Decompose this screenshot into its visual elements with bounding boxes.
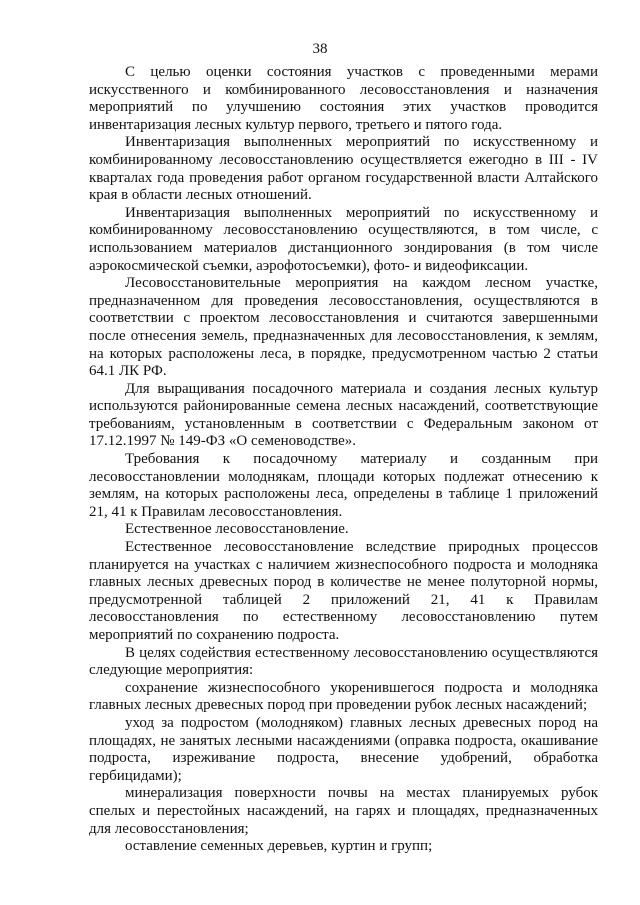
paragraph-reforestation-measures: Лесовосстановительные мероприятия на каждом лесном участке, предназначенном для проведения лесовосстановления, осуществляются в соответствии с проектом лесовосстановления и считаются завершенными после отнесения земель, предназначенных для лесовосстановления, к землям, на которых расположены леса, в порядке, предусмотренном частью 2 статьи 64.1 ЛК РФ. xyxy=(89,275,598,380)
paragraph-assistance-measures-intro: В целях содействия естественному лесовосстановлению осуществляются следующие мероприятия: xyxy=(89,644,598,679)
paragraph-planting-requirements: Требования к посадочному материалу и созданным при лесовосстановлении молоднякам, площади которых подлежат отнесению к землям, на которых расположены леса, определены в таблице 1 приложений 21, 41 к Правилам лесовосстановления. xyxy=(89,451,598,520)
document-body xyxy=(89,64,598,856)
paragraph-inventory-schedule: Инвентаризация выполненных мероприятий по искусственному и комбинированному лесовосстановлению осуществляется ежегодно в III - IV кварталах года проведения работ органом государственной власти Алтайского края в области лесных отношений. xyxy=(89,134,598,204)
paragraph-inventory-remote-sensing: Инвентаризация выполненных мероприятий по искусственному и комбинированному лесовосстановлению осуществляются, в том числе, с использованием материалов дистанционного зондирования (в том числе аэрокосмической съемки, аэрофотосъемки), фото- и видеофиксации. xyxy=(89,204,598,274)
section-heading-natural-reforestation: Естественное лесовосстановление. xyxy=(125,521,349,538)
list-item-undergrowth-preservation: сохранение жизнеспособного укоренившегося подроста и молодняка главных лесных древесных пород при проведении рубок лесных насаждений; xyxy=(89,679,598,714)
paragraph-natural-reforestation: Естественное лесовосстановление вследствие природных процессов планируется на участках с наличием жизнеспособного подроста и молодняка главных лесных древесных пород в количестве не менее полуторной нормы, предусмотренной таблицей 2 приложений 21, 41 к Правилам лесовосстановления по естественному лесовосстановлению путем мероприятий по сохранению подроста. xyxy=(89,539,598,643)
paragraph-seed-material: Для выращивания посадочного материала и создания лесных культур используются районированные семена лесных насаждений, соответствующие требованиям, установленным в соответствии с Федеральным законом от 17.12.1997 № 149-ФЗ «О семеноводстве». xyxy=(89,380,598,450)
list-item-seed-trees: оставление семенных деревьев, куртин и групп; xyxy=(125,838,433,855)
page-number: 38 xyxy=(312,41,328,57)
list-item-undergrowth-care: уход за подростом (молодняком) главных лесных древесных пород на площадях, не занятых лесными насаждениями (оправка подроста, окашивание подроста, изреживание подроста, внесение удобрений, обработка гербицидами); xyxy=(89,714,598,784)
list-item-soil-mineralization: минерализация поверхности почвы на местах планируемых рубок спелых и перестойных насаждений, на гарях и площадях, предназначенных для лесовосстановления; xyxy=(89,785,598,837)
paragraph-inventory-purpose: С целью оценки состояния участков с проведенными мерами искусственного и комбинированного лесовосстановления и назначения мероприятий по улучшению состояния этих участков проводится инвентаризация лесных культур первого, третьего и пятого года. xyxy=(89,64,598,133)
